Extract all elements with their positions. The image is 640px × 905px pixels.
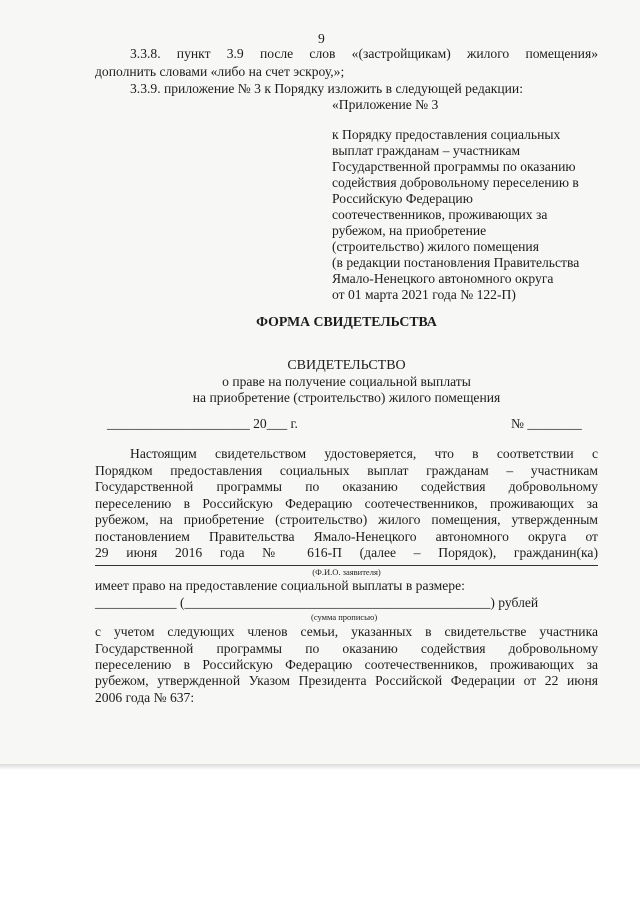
appendix-line: (строительство) жилого помещения [332, 239, 539, 254]
appendix-line: к Порядку предоставления социальных [332, 127, 561, 142]
body-line: Государственной программы по оказанию содействия добровольному [95, 479, 598, 494]
page-number: 9 [318, 31, 325, 46]
scan-edge [0, 764, 640, 770]
item-339: 3.3.9. приложение № 3 к Порядку изложить в следующей редакции: [130, 81, 523, 96]
item-338: 3.3.8. пункт 3.9 после слов «(застройщикам) жилого помещения» [130, 46, 598, 61]
fio-caption: (Ф.И.О. заявителя) [312, 567, 381, 577]
body-line: Государственной программы по оказанию содействия добровольному [95, 641, 598, 656]
certificate-subtitle: о праве на получение социальной выплаты [222, 374, 471, 389]
appendix-line: Российскую Федерацию [332, 191, 473, 206]
fio-underline [95, 565, 598, 566]
date-field: _____________________ 20___ г. [107, 416, 298, 431]
sum-caption: (сумма прописью) [311, 612, 378, 622]
appendix-line: выплат гражданам – участникам [332, 143, 521, 158]
appendix-title: «Приложение № 3 [332, 97, 439, 112]
appendix-line: Государственной программы по оказанию [332, 159, 576, 174]
body-line: рубежом, на приобретение (строительство) жилого помещения, утвержденным [95, 512, 598, 527]
body-line: переселению в Российскую Федерацию соотечественников, проживающих за [95, 657, 598, 672]
appendix-line: от 01 марта 2021 года № 122-П) [332, 287, 516, 302]
item-338-cont: дополнить словами «либо на счет эскроу,»; [95, 64, 345, 79]
appendix-line: Ямало-Ненецкого автономного округа [332, 271, 554, 286]
form-heading: ФОРМА СВИДЕТЕЛЬСТВА [256, 314, 437, 329]
certificate-subtitle: на приобретение (строительство) жилого помещения [192, 390, 501, 405]
amount-line: ____________ (_____________________________________________) рублей [95, 595, 539, 610]
body-line: переселению в Российскую Федерацию соотечественников, проживающих за [95, 496, 598, 511]
body-line: Порядком предоставления социальных выплат гражданам – участникам [95, 463, 598, 478]
body-line: постановлением Правительства Ямало-Ненецкого автономного округа от [95, 529, 598, 544]
appendix-line: содействия добровольному переселению в [332, 175, 579, 190]
body-line: с учетом следующих членов семьи, указанных в свидетельстве участника [95, 624, 598, 639]
body-line: 29 июня 2016 года № 616-П (далее – Порядок), гражданин(ка) [95, 545, 598, 560]
body-line: Настоящим свидетельством удостоверяется, что в соответствии с [130, 446, 598, 461]
appendix-line: (в редакции постановления Правительства [332, 255, 580, 270]
appendix-line: рубежом, на приобретение [332, 223, 487, 238]
entitlement-text: имеет право на предоставление социальной выплаты в размере: [95, 578, 465, 593]
certificate-title: СВИДЕТЕЛЬСТВО [287, 358, 406, 373]
body-line: рубежом, утвержденной Указом Президента Российской Федерации от 22 июня [95, 673, 598, 688]
appendix-line: соотечественников, проживающих за [332, 207, 548, 222]
number-field: № ________ [511, 416, 582, 431]
body-line: 2006 года № 637: [95, 690, 195, 705]
